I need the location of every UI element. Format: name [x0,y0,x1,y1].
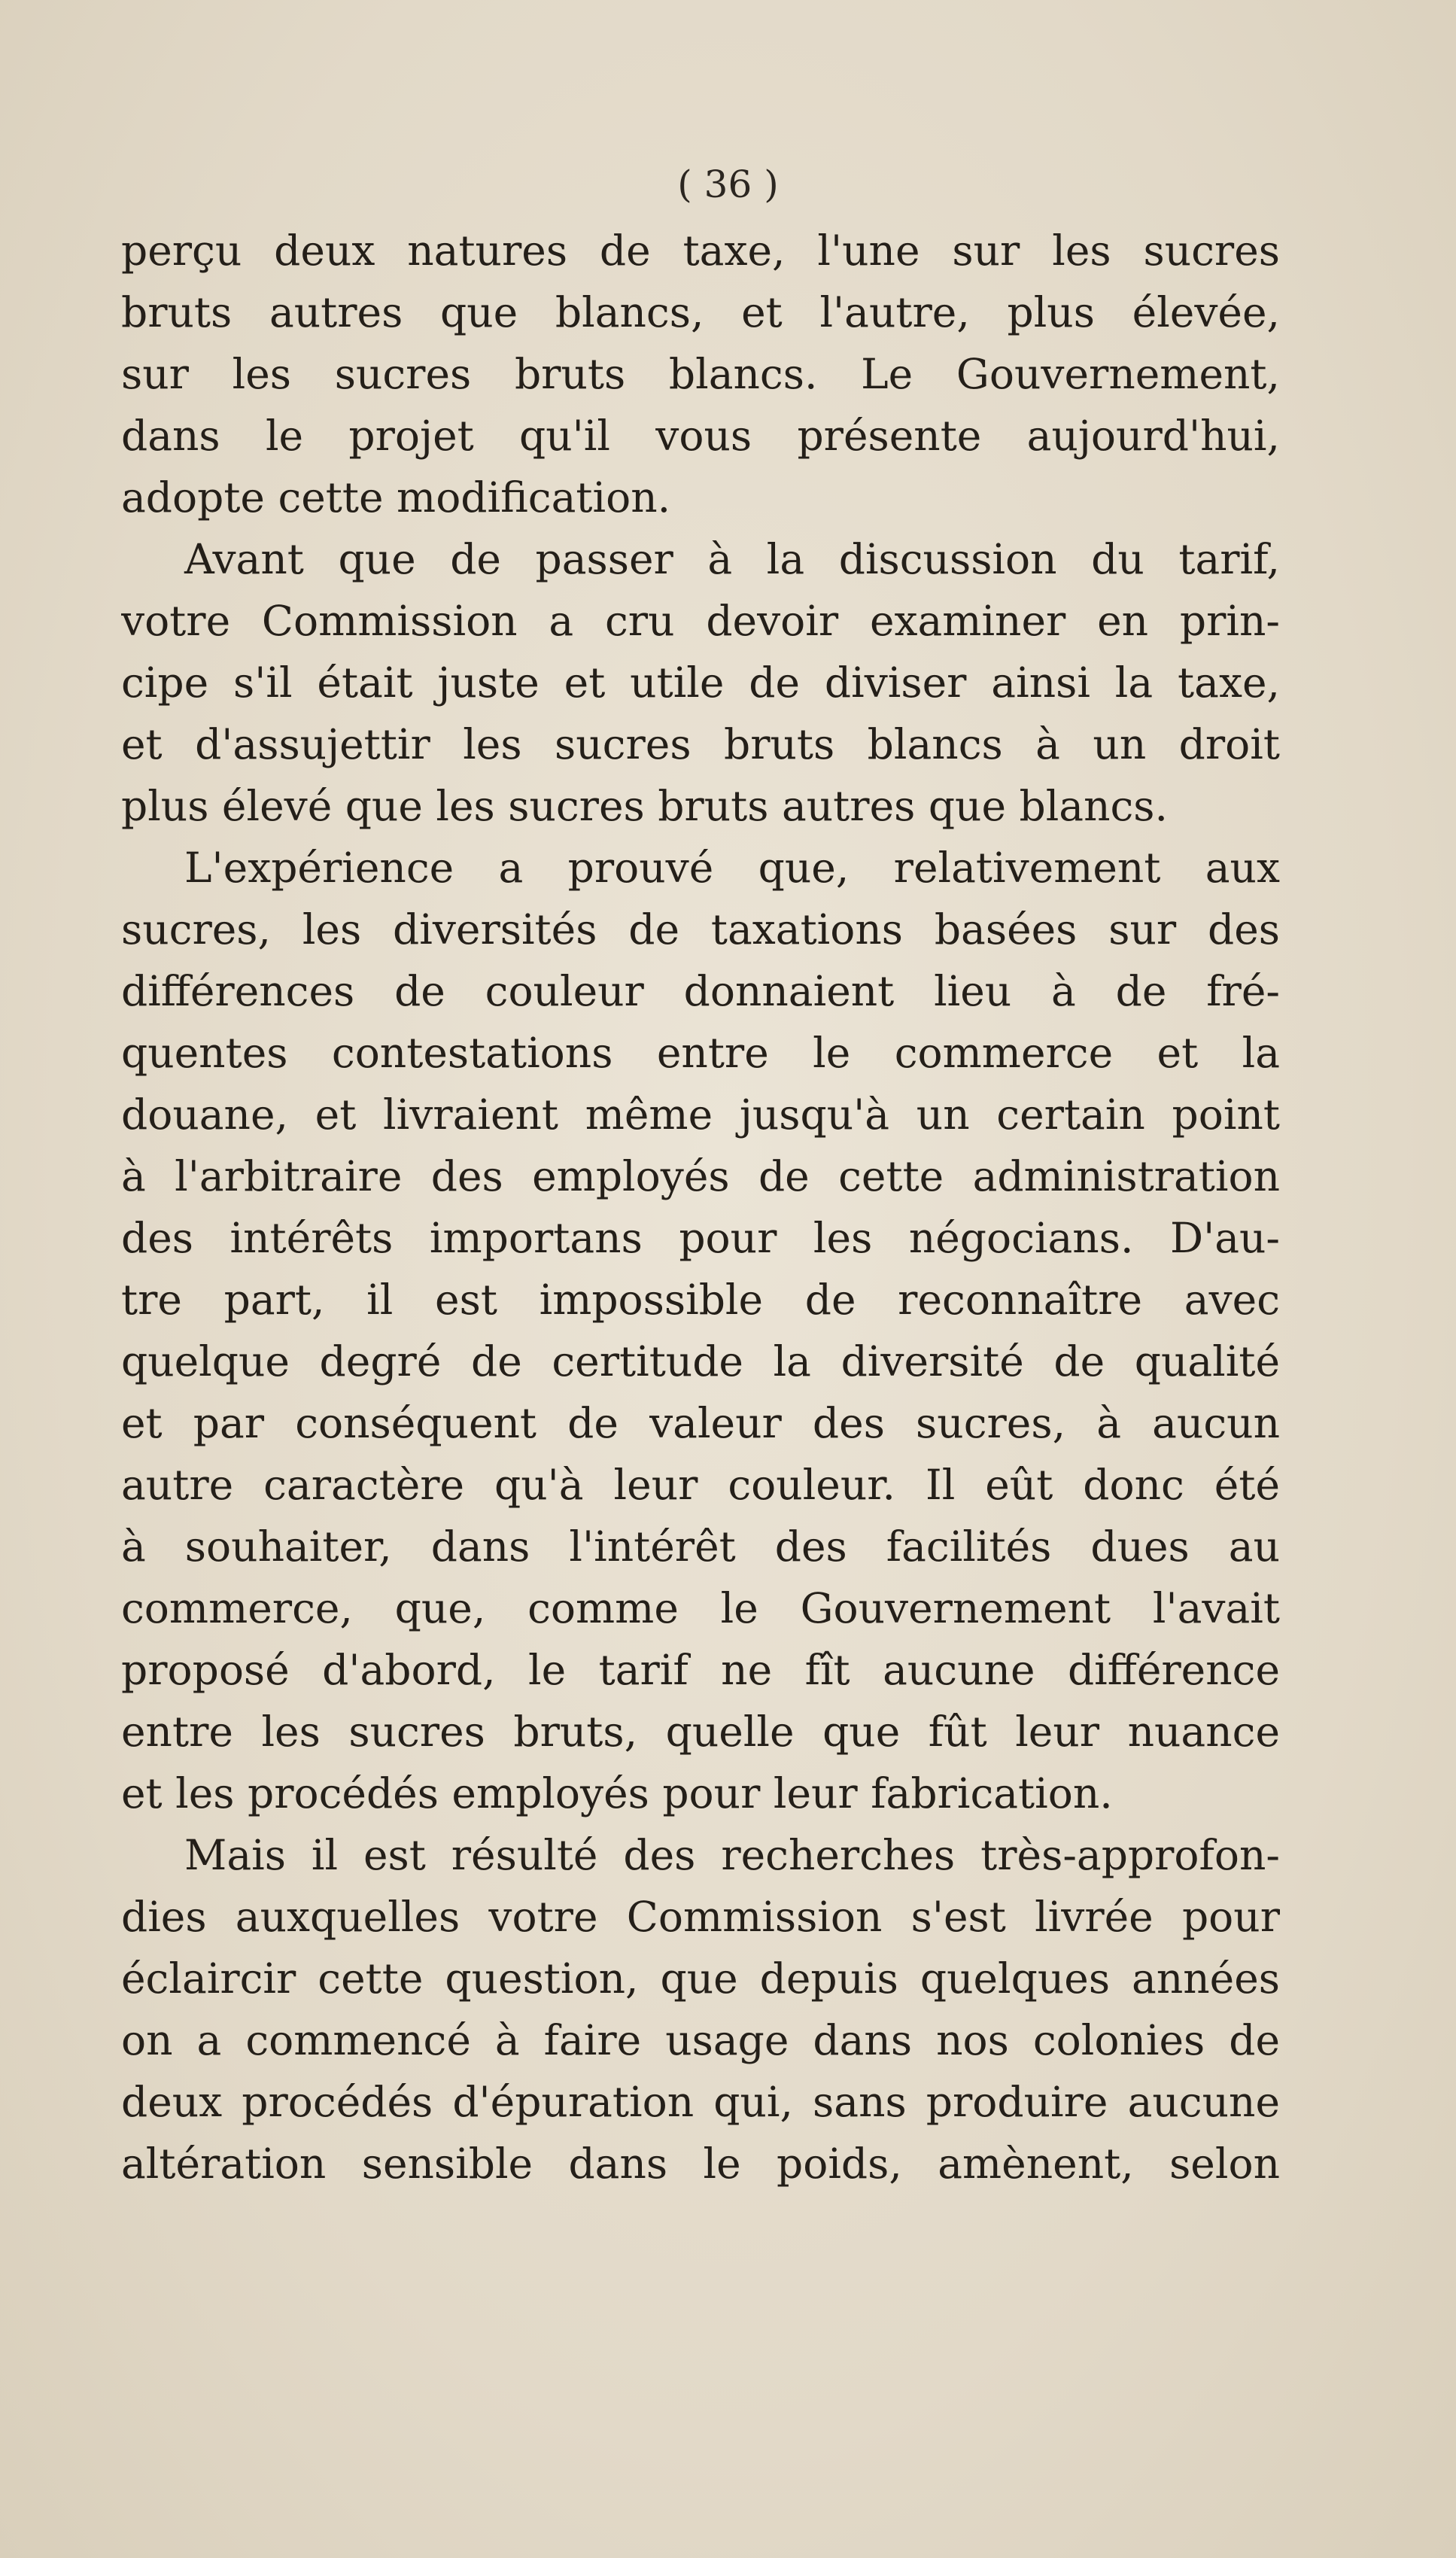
text-line: sucres, les diversités de taxations basées sur des [121,905,1280,954]
text-line: et par conséquent de valeur des sucres, à aucun [121,1399,1280,1447]
text-line: commerce, que, comme le Gouvernement l'avait [121,1584,1280,1632]
text-line: altération sensible dans le poids, amènent, selon [121,2140,1280,2188]
text-line: L'expérience a prouvé que, relativement aux [184,844,1280,892]
text-line: sur les sucres bruts blancs. Le Gouvernement, [121,350,1280,398]
text-line: bruts autres que blancs, et l'autre, plus élevée, [121,288,1280,336]
text-line: douane, et livraient même jusqu'à un certain point [121,1090,1280,1139]
text-line: perçu deux natures de taxe, l'une sur les sucres [121,227,1280,275]
text-line: à souhaiter, dans l'intérêt des facilités dues au [121,1522,1280,1571]
page-number: ( 36 ) [677,163,779,206]
text-line: éclaircir cette question, que depuis quelques années [121,1954,1280,2003]
text-line: deux procédés d'épuration qui, sans produire aucune [121,2078,1280,2126]
text-line: adopte cette modification. [121,473,671,522]
text-line: Avant que de passer à la discussion du tarif, [184,535,1280,583]
text-line: tre part, il est impossible de reconnaître avec [121,1276,1280,1324]
text-line: et les procédés employés pour leur fabrication. [121,1769,1113,1817]
text-line: on a commencé à faire usage dans nos colonies de [121,2016,1280,2064]
text-line: dies auxquelles votre Commission s'est livrée pour [121,1893,1280,1941]
text-line: entre les sucres bruts, quelle que fût leur nuance [121,1708,1280,1756]
text-line: proposé d'abord, le tarif ne fît aucune différence [121,1646,1280,1694]
text-line: différences de couleur donnaient lieu à de fré- [121,967,1280,1015]
text-line: dans le projet qu'il vous présente aujourd'hui, [121,412,1280,460]
body-text [121,220,1280,2195]
text-line: votre Commission a cru devoir examiner en prin- [121,597,1280,645]
text-line: Mais il est résulté des recherches très-approfon- [184,1831,1280,1879]
text-line: à l'arbitraire des employés de cette administration [121,1152,1280,1200]
text-line: plus élevé que les sucres bruts autres que blancs. [121,782,1169,830]
text-line: autre caractère qu'à leur couleur. Il eût donc été [121,1461,1280,1509]
text-line: quelque degré de certitude la diversité de qualité [121,1337,1280,1385]
text-line: et d'assujettir les sucres bruts blancs à un droit [121,720,1280,768]
text-line: quentes contestations entre le commerce et la [121,1029,1280,1077]
text-line: des intérêts importans pour les négocians. D'au- [121,1214,1280,1262]
text-line: cipe s'il était juste et utile de diviser ainsi la taxe, [121,659,1280,707]
